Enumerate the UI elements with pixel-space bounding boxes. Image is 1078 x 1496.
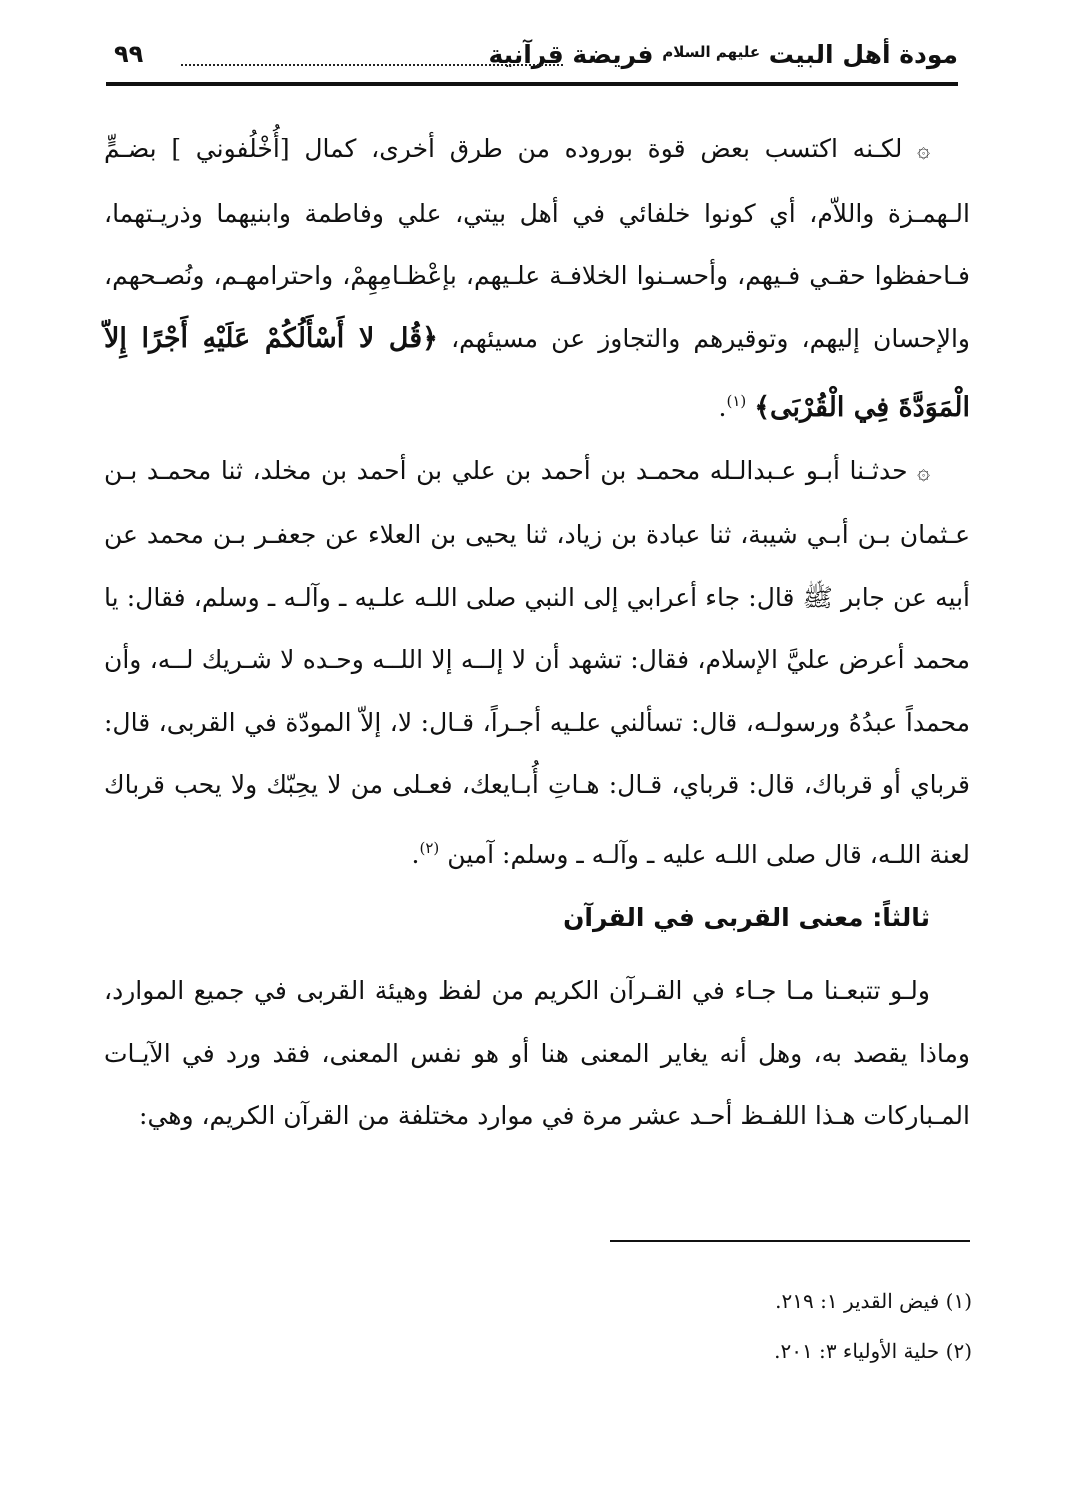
paragraph-1-text: لكـنه اكتسب بعض قوة بوروده من طرق أخرى، كمال [أُخْلُفوني ] بضـمٍّ الـهمـزة واللاّم، أي كونوا خلفائي في أهل بيتي، علي وفاطمة وابنيهما وذريـتهما، فـاحفظوا حقـي فـيهم، وأحسـنوا الخلافـة علـيهم، بإعْظـامِهِمْ، واحترامهـم، ونُصـحهم، والإحسان إليهم، وتوقيرهم والتجاوز عن مسيئهم، [104, 134, 970, 353]
paragraph-1 [104, 118, 970, 440]
header-rule [106, 82, 958, 86]
quran-verse: ﴿قُل لا أَسْأَلُكُمْ عَلَيْهِ أَجْرًا إِلاّ الْمَوَدَّةَ فِي الْقُرْبَى﴾ [104, 322, 970, 423]
flower-marker-icon: ۞ [917, 459, 930, 485]
paragraph-3 [104, 960, 970, 1148]
header-title-part2: فريضة قرآنية [488, 40, 654, 69]
paragraph-3-text: ولـو تتبعـنا مـا جـاء في القـرآن الكريم من لفظ وهيئة القربى في جميع الموارد، وماذا يقصد به، وهل أنه يغاير المعنى هنا أو هو نفس المعنى، فقد ورد في الآيـات المـباركات هـذا اللفـظ أحـد عشر مرة في موارد مختلفة من القرآن الكريم، وهي: [104, 976, 970, 1130]
paragraph-1-end: . [718, 393, 727, 422]
header-title-part1: مودة أهل البيت [768, 40, 958, 69]
paragraph-2-text: حدثـنا أبـو عـبدالـله محمـد بن أحمد بن علي بن أحمد بن مخلد، ثنا محمـد بـن عـثمان بـن أبـي شيبة، ثنا عبادة بن زياد، ثنا يحيى بن العلاء عن جعفـر بـن محمد عن أبيه عن جابر ﷺ قال: جاء أعرابي إلى النبي صلى اللـه علـيه ـ وآلـه ـ وسلم، فقال: يا محمد أعرض عليَّ الإسلام، فقال: تشهد أن لا إلــه إلا اللــه وحـده لا شـريك لــه، وأن محمداً عبدُهُ ورسولـه، قال: تسألني علـيه أجـراً، قـال: لا، إلاّ المودّة في القربى، قال: قرباي أو قرباك، قال: قرباي، قـال: هـاتِ أُبـايعك، فعـلى من لا يحِبّك ولا يحب قرباك لعنة اللـه، قال صلى اللـه عليه ـ وآلـه ـ وسلم: آمين [104, 455, 970, 869]
footnotes [600, 1276, 972, 1376]
paragraph-2 [104, 440, 970, 887]
honorific-glyph: عليهم السلام [662, 43, 761, 61]
paragraph-2-end: . [411, 839, 420, 869]
flower-marker-icon: ۞ [917, 138, 931, 163]
running-header [106, 34, 958, 86]
section-heading: ثالثاً: معنى القربى في القرآن [563, 903, 930, 932]
header-dot-leader [181, 64, 563, 66]
footnote-separator [610, 1240, 970, 1242]
main-text [104, 118, 970, 1148]
footnote-ref-2: (٢) [419, 838, 440, 857]
footnote-2: (٢) حلية الأولياء ٣: ٢٠١. [774, 1339, 972, 1363]
footnote-ref-1: (١) [726, 392, 747, 410]
footnote-1: (١) فيض القدير ١: ٢١٩. [775, 1289, 972, 1313]
page-number: ٩٩ [114, 40, 144, 68]
